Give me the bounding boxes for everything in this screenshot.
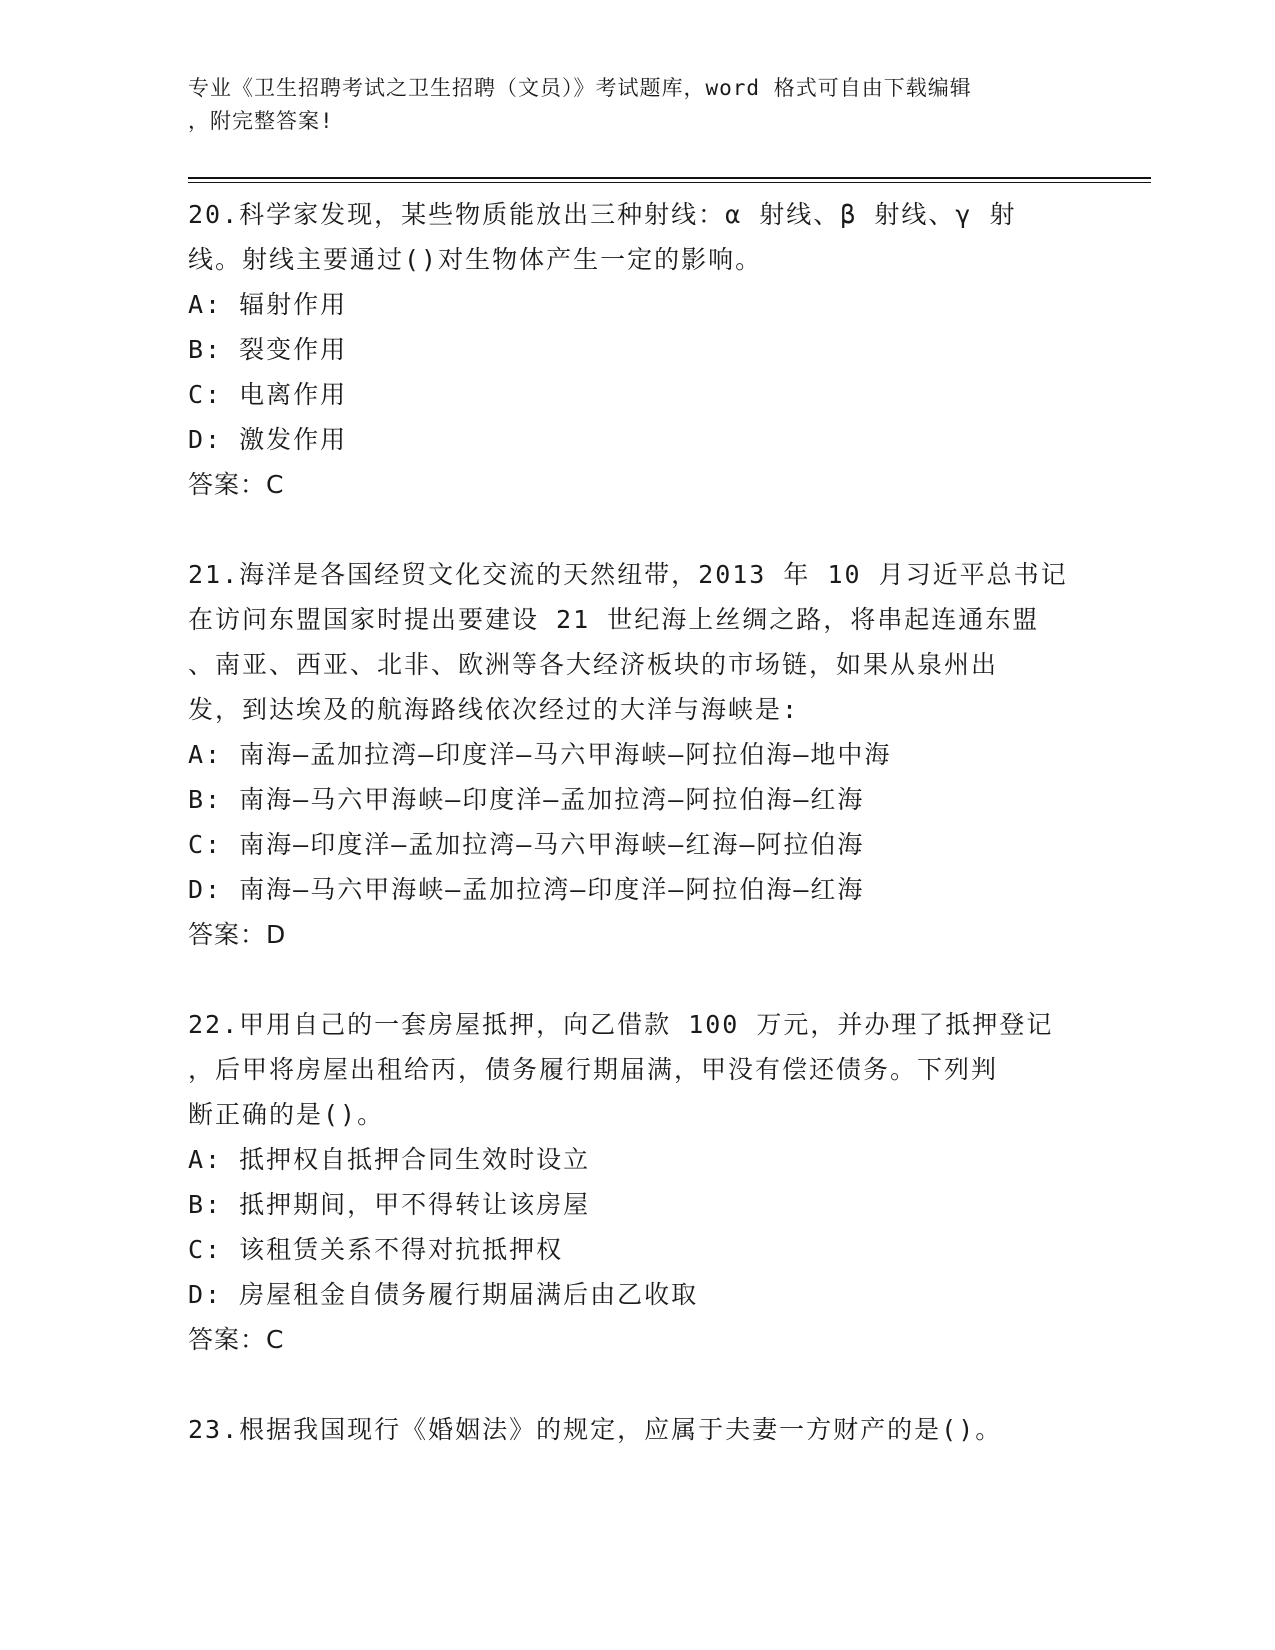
question-line: 23.根据我国现行《婚姻法》的规定，应属于夫妻一方财产的是()。 [188,1415,1003,1444]
question-line: 22.甲用自己的一套房屋抵押，向乙借款 100 万元，并办理了抵押登记 [188,1010,1054,1039]
question-line: 20.科学家发现，某些物质能放出三种射线：α 射线、β 射线、γ 射 [188,200,1017,229]
question-block [188,552,1088,957]
header-divider-thin [188,182,1151,183]
question-text [188,1002,1088,1137]
question-line: 线。射线主要通过()对生物体产生一定的影响。 [188,245,763,274]
question-block [188,192,1088,507]
answer-line: 答案：C [188,470,285,499]
option-d: D: 南海—马六甲海峡—孟加拉湾—印度洋—阿拉伯海—红海 [188,875,865,904]
question-line: 发，到达埃及的航海路线依次经过的大洋与海峡是: [188,695,800,724]
question-line: 断正确的是()。 [188,1100,385,1129]
document-header [188,72,1068,138]
option-b: B: 抵押期间，甲不得转让该房屋 [188,1190,591,1219]
answer-line: 答案：C [188,1325,285,1354]
question-text [188,552,1088,732]
option-b: B: 南海—马六甲海峡—印度洋—孟加拉湾—阿拉伯海—红海 [188,785,865,814]
header-divider-thick [188,177,1151,179]
option-c: C: 该租赁关系不得对抗抵押权 [188,1235,564,1264]
question-line: ，后甲将房屋出租给丙，债务履行期届满，甲没有偿还债务。下列判 [188,1055,999,1084]
option-d: D: 激发作用 [188,425,348,454]
spacer [188,507,1088,552]
option-a: A: 抵押权自抵押合同生效时设立 [188,1145,591,1174]
header-line-2: ，附完整答案! [188,109,334,133]
question-line: 21.海洋是各国经贸文化交流的天然纽带，2013 年 10 月习近平总书记 [188,560,1068,589]
question-line: 在访问东盟国家时提出要建设 21 世纪海上丝绸之路，将串起连通东盟 [188,605,1040,634]
option-b: B: 裂变作用 [188,335,348,364]
question-text [188,1407,1088,1452]
question-list [188,192,1088,1452]
spacer [188,957,1088,1002]
header-line-1: 专业《卫生招聘考试之卫生招聘（文员）》考试题库，word 格式可自由下载编辑 [188,76,972,100]
answer-line: 答案：D [188,920,287,949]
option-a: A: 南海—孟加拉湾—印度洋—马六甲海峡—阿拉伯海—地中海 [188,740,892,769]
option-a: A: 辐射作用 [188,290,348,319]
question-text [188,192,1088,282]
option-c: C: 南海—印度洋—孟加拉湾—马六甲海峡—红海—阿拉伯海 [188,830,865,859]
question-block [188,1002,1088,1362]
spacer [188,1362,1088,1407]
option-d: D: 房屋租金自债务履行期届满后由乙收取 [188,1280,699,1309]
option-c: C: 电离作用 [188,380,348,409]
question-line: 、南亚、西亚、北非、欧洲等各大经济板块的市场链，如果从泉州出 [188,650,999,679]
question-block [188,1407,1088,1452]
